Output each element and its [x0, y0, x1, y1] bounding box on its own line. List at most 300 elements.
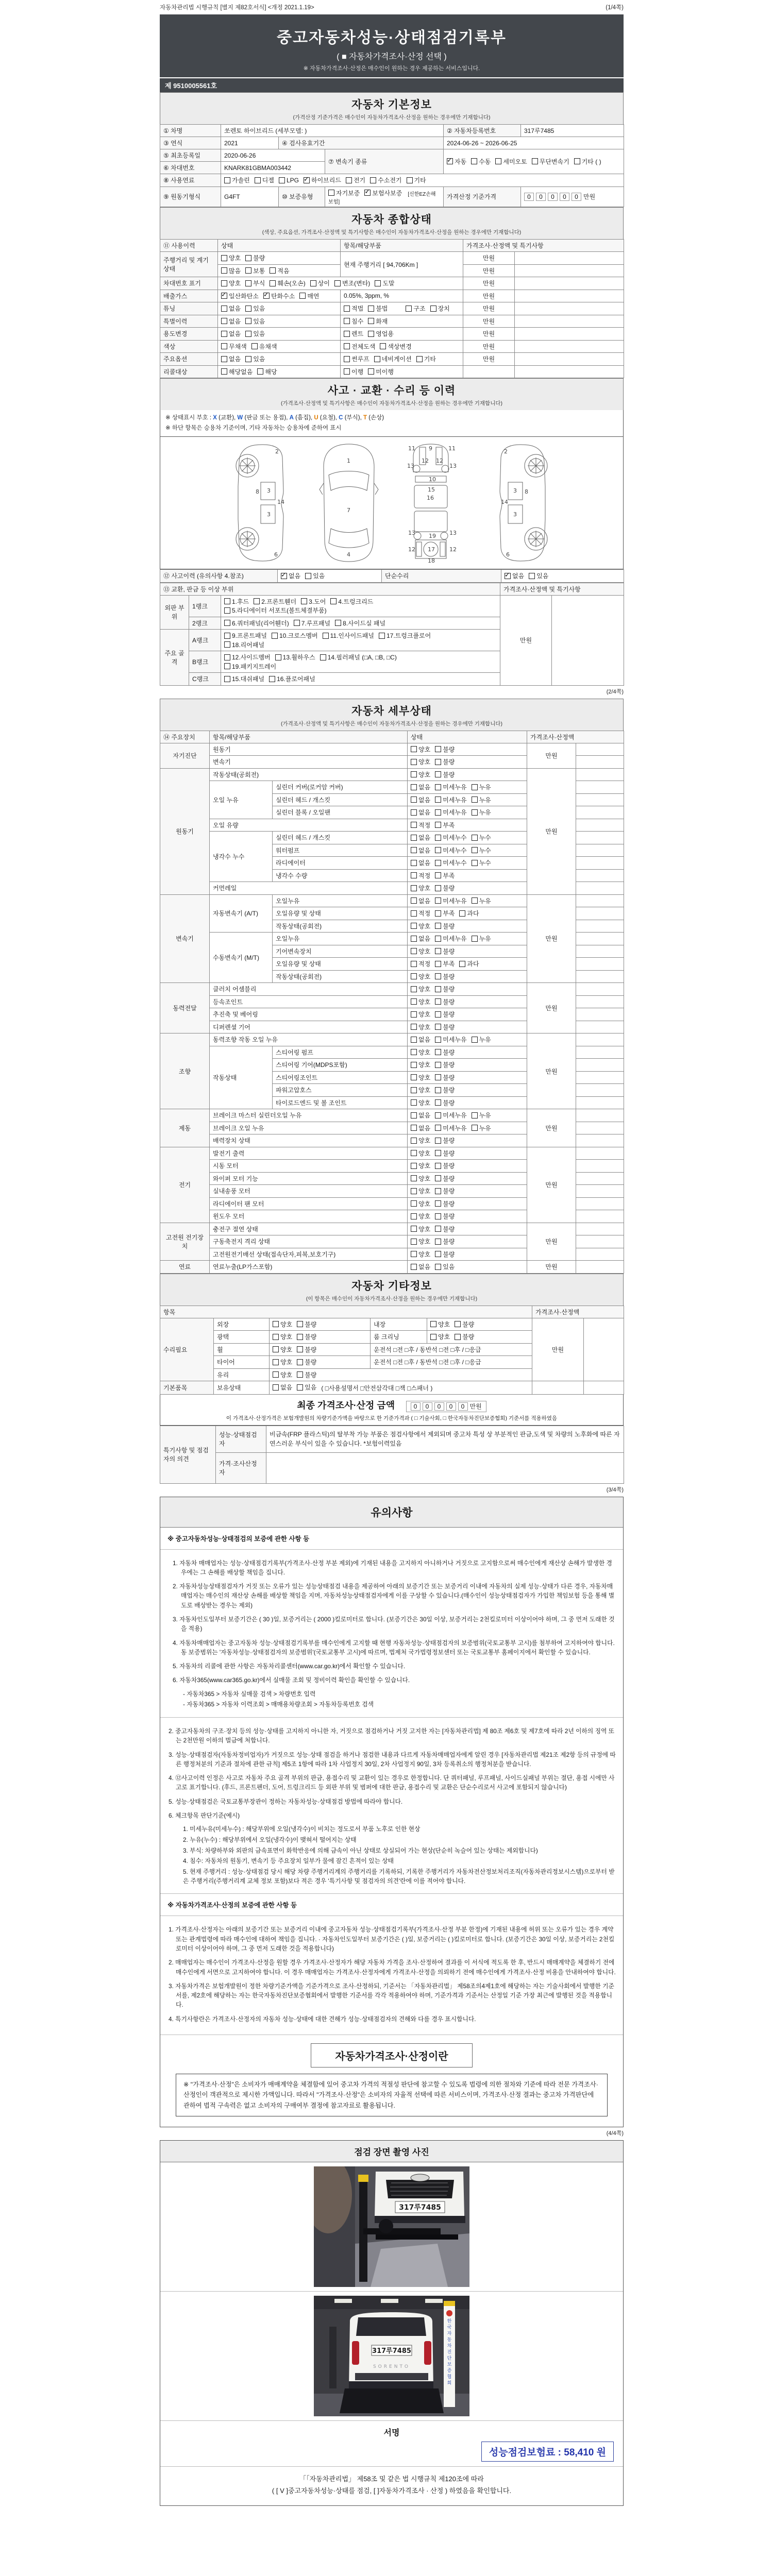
- checkbox-부족[interactable]: [435, 959, 455, 968]
- checkbox-불량[interactable]: [297, 1370, 316, 1379]
- rank-label: C랭크: [189, 673, 221, 686]
- checkbox-디젤[interactable]: [255, 176, 274, 184]
- checkbox-15.대쉬패널[interactable]: 15.대쉬패널: [224, 674, 264, 683]
- checkbox-양호[interactable]: [273, 1345, 292, 1354]
- checkbox-적정[interactable]: [411, 871, 430, 880]
- checkbox-변조(변타)[interactable]: [334, 279, 370, 287]
- checkbox-수동[interactable]: [471, 157, 491, 166]
- checkbox-없음[interactable]: [411, 1124, 430, 1132]
- checkbox-양호[interactable]: [273, 1332, 292, 1341]
- checkbox-세미오토[interactable]: [495, 157, 527, 166]
- item-label: 라디에이터 팬 모터: [210, 1197, 408, 1210]
- checkbox-없음[interactable]: [411, 846, 430, 855]
- checkbox-과다[interactable]: [459, 959, 479, 968]
- checkbox-box-icon: [297, 1359, 303, 1365]
- checkbox-불량[interactable]: [435, 1199, 455, 1208]
- checkbox-18.리어패널[interactable]: 18.리어패널: [224, 640, 264, 649]
- notice-body-a2: [160, 1718, 623, 1894]
- checkbox-누수[interactable]: [472, 858, 491, 867]
- checkbox-양호[interactable]: [411, 1086, 430, 1094]
- checkbox-양호[interactable]: [411, 972, 430, 981]
- checkbox-없음[interactable]: [505, 571, 524, 580]
- table-row: [160, 174, 624, 187]
- checkbox-부식[interactable]: [245, 279, 265, 287]
- checkbox-침수[interactable]: [344, 317, 363, 326]
- checkbox-누수[interactable]: [472, 833, 491, 842]
- checkbox-장치[interactable]: [430, 304, 450, 313]
- checkbox-영업용[interactable]: [368, 329, 394, 338]
- overall-col-price: 가격조사·산정액 및 특기사항: [463, 240, 624, 252]
- price-extra-cell: [576, 1147, 624, 1160]
- checkbox-누유[interactable]: [472, 934, 491, 943]
- checkbox-양호[interactable]: [411, 997, 430, 1006]
- checkbox-적정[interactable]: [411, 959, 430, 968]
- item-label: 실내송풍 모터: [210, 1185, 408, 1198]
- checkbox-box-icon: [411, 948, 417, 954]
- checkbox-5.라디에이터 서포트(볼트체결부품)[interactable]: 5.라디에이터 서포트(볼트체결부품): [224, 606, 327, 615]
- checkbox-13.휠하우스[interactable]: 13.휠하우스: [275, 653, 315, 662]
- checkbox-box-icon: [297, 1321, 303, 1327]
- checkbox-불량[interactable]: [435, 1161, 455, 1170]
- checkbox-양호[interactable]: [273, 1358, 292, 1366]
- checkbox-LPG[interactable]: [279, 177, 299, 184]
- photo-rear-view[interactable]: [314, 2296, 469, 2416]
- checkbox-불량[interactable]: [435, 1212, 455, 1221]
- checkbox-box-icon: [435, 1125, 441, 1131]
- checkbox-label: 불량: [443, 998, 455, 1006]
- checkbox-label: 양호: [418, 922, 431, 930]
- state-options: [408, 806, 527, 819]
- checkbox-2.프론트휀더[interactable]: 2.프론트휀더: [254, 597, 296, 606]
- sub-group-label: 오일 누유: [210, 781, 273, 819]
- checkbox-미이행[interactable]: [368, 367, 394, 376]
- checkbox-누유[interactable]: [472, 896, 491, 905]
- checkbox-일산화탄소[interactable]: [221, 292, 259, 300]
- checkbox-양호[interactable]: [411, 1161, 430, 1170]
- car-diagram-top-view-icon[interactable]: [318, 442, 379, 564]
- item-label: 커먼레일: [210, 882, 408, 895]
- checkbox-불량[interactable]: [435, 1136, 455, 1145]
- checkbox-불량[interactable]: [435, 770, 455, 779]
- checkbox-없음[interactable]: [411, 795, 430, 804]
- checkbox-양호[interactable]: [411, 745, 430, 754]
- checkbox-없음[interactable]: [221, 354, 241, 363]
- checkbox-없음[interactable]: [273, 1383, 292, 1392]
- checkbox-누유[interactable]: [472, 795, 491, 804]
- checkbox-무단변속기[interactable]: [532, 157, 569, 166]
- checkbox-box-icon: [411, 1213, 417, 1219]
- notice-item: 5. 자동차의 리콜에 관한 사항은 자동차리콜센터(www.car.go.kr)에서 확인할 수 있습니다.: [173, 1663, 406, 1670]
- checkbox-label: 양호: [280, 1333, 293, 1341]
- checkbox-없음[interactable]: [411, 783, 430, 791]
- svg-text:317루7485: 317루7485: [372, 2347, 411, 2355]
- checkbox-box-icon: [270, 280, 276, 286]
- checkbox-부족[interactable]: [435, 871, 455, 880]
- rank-label: B랭크: [189, 651, 221, 673]
- checkbox-불량[interactable]: [435, 1237, 455, 1246]
- checkbox-box-icon: [411, 1150, 417, 1156]
- svg-text:14: 14: [277, 499, 284, 506]
- checkbox-7.루프패널[interactable]: 7.루프패널: [294, 619, 330, 628]
- checkbox-미세누수[interactable]: [435, 833, 466, 842]
- checkbox-box-icon: [411, 1138, 417, 1144]
- checkbox-label: 매연: [307, 292, 320, 300]
- checkbox-label: 미세누유: [443, 1112, 467, 1120]
- checkbox-box-icon: [435, 1011, 441, 1018]
- checkbox-없음[interactable]: [411, 934, 430, 943]
- checkbox-box-icon: [411, 771, 417, 777]
- checkbox-양호[interactable]: [411, 1237, 430, 1246]
- checkbox-label: 없음: [418, 1124, 431, 1132]
- svg-text:14: 14: [501, 499, 508, 506]
- checkbox-양호[interactable]: [411, 1073, 430, 1082]
- checkbox-8.사이드실 패널[interactable]: 8.사이드실 패널: [335, 619, 385, 628]
- checkbox-불량[interactable]: [297, 1345, 316, 1354]
- checkbox-도말[interactable]: [375, 279, 394, 287]
- checkbox-누유[interactable]: [472, 1124, 491, 1132]
- checkbox-불량[interactable]: [435, 1073, 455, 1082]
- checkbox-3.도어[interactable]: 3.도어: [301, 597, 326, 606]
- checkbox-불량[interactable]: [435, 922, 455, 930]
- checkbox-11.인사이드패널[interactable]: 11.인사이드패널: [323, 631, 374, 640]
- checkbox-적법[interactable]: [344, 304, 363, 313]
- checkbox-있음[interactable]: [245, 329, 265, 338]
- remarks-label: 특기사항 및 점검자의 의견: [160, 1426, 216, 1483]
- item-label: 고전원전기배선 상태(접속단자,피복,보호기구): [210, 1248, 408, 1261]
- checkbox-불량[interactable]: [455, 1332, 474, 1341]
- checkbox-box-icon: [411, 835, 417, 841]
- checkbox-불량[interactable]: [435, 1149, 455, 1158]
- base-price-label: 가격산정 기준가격: [444, 187, 521, 207]
- notice-subitem: - 자동차365 > 자동차 실매물 검색 > 차량번호 입력: [183, 1690, 316, 1698]
- checkbox-네비게이션[interactable]: [374, 354, 412, 363]
- checkbox-box-icon: [411, 1163, 417, 1169]
- checkbox-양호[interactable]: [411, 884, 430, 892]
- checkbox-있음[interactable]: [297, 1383, 316, 1392]
- checkbox-있음[interactable]: [245, 354, 265, 363]
- checkbox-색상변경[interactable]: [380, 342, 411, 351]
- checkbox-불량[interactable]: [435, 1023, 455, 1031]
- signature-label: 서명: [383, 2428, 400, 2437]
- checkbox-불량[interactable]: [435, 997, 455, 1006]
- checkbox-label: 없음: [418, 1112, 431, 1120]
- inspection-photos-section: [160, 2140, 624, 2506]
- car-diagram-right-side-icon[interactable]: [482, 442, 560, 564]
- checkbox-화재[interactable]: [368, 317, 388, 326]
- checkbox-불량[interactable]: [435, 1048, 455, 1057]
- checkbox-미세누유[interactable]: [435, 1111, 466, 1120]
- checkbox-상이[interactable]: [310, 279, 330, 287]
- checkbox-label: 보통: [253, 267, 265, 275]
- checkbox-양호[interactable]: [411, 1048, 430, 1057]
- checkbox-불량[interactable]: [435, 1174, 455, 1183]
- checkbox-불량[interactable]: [435, 1250, 455, 1259]
- checkbox-불량[interactable]: [297, 1358, 316, 1366]
- checkbox-미세누유[interactable]: [435, 1124, 466, 1132]
- item-label: 작동상태(공회전): [210, 768, 408, 781]
- price-cell: 만원: [463, 328, 515, 341]
- checkbox-없음[interactable]: [281, 571, 300, 580]
- checkbox-양호[interactable]: [411, 770, 430, 779]
- checkbox-유채색[interactable]: [251, 342, 277, 351]
- checkbox-불량[interactable]: [435, 745, 455, 754]
- checkbox-누유[interactable]: [472, 1111, 491, 1120]
- checkbox-없음[interactable]: [411, 896, 430, 905]
- checkbox-16.플로어패널[interactable]: 16.플로어패널: [269, 674, 315, 683]
- checkbox-양호[interactable]: [411, 922, 430, 930]
- checkbox-과다[interactable]: [459, 909, 479, 918]
- checkbox-양호[interactable]: [430, 1332, 450, 1341]
- checkbox-불량[interactable]: [297, 1320, 316, 1329]
- transmission-label: ⑦ 변속기 종류: [325, 149, 444, 174]
- checkbox-불량[interactable]: [435, 1098, 455, 1107]
- checkbox-있음[interactable]: [305, 571, 325, 580]
- checkbox-양호[interactable]: [411, 1199, 430, 1208]
- checkbox-box-icon: [273, 1334, 279, 1340]
- inspect-label: ④ 검사유효기간: [279, 137, 444, 149]
- checkbox-17.트렁크플로어[interactable]: 17.트렁크플로어: [379, 631, 431, 640]
- checkbox-양호[interactable]: [411, 1212, 430, 1221]
- checkbox-미세누유[interactable]: [435, 795, 466, 804]
- table-row: [160, 1426, 624, 1452]
- svg-text:4: 4: [347, 551, 350, 558]
- checkbox-양호[interactable]: [273, 1370, 292, 1379]
- checkbox-label: 하이브리드: [311, 177, 341, 184]
- svg-text:17: 17: [428, 546, 435, 553]
- checkbox-불량[interactable]: [435, 947, 455, 956]
- checkbox-12.사이드멤버[interactable]: 12.사이드멤버: [224, 653, 271, 662]
- checkbox-기타[interactable]: [416, 354, 436, 363]
- checkbox-label: 양호: [418, 1023, 431, 1031]
- checkbox-전체도색[interactable]: [344, 342, 375, 351]
- checkbox-있음[interactable]: [245, 304, 265, 313]
- appraiser-label: 가격·조사산정자: [216, 1452, 266, 1483]
- checkbox-불량[interactable]: [435, 1010, 455, 1019]
- checkbox-9.프론트패널[interactable]: 9.프론트패널: [224, 631, 267, 640]
- checkbox-불량[interactable]: [435, 1187, 455, 1195]
- confirmation-footer: [160, 2467, 623, 2505]
- checkbox-없음[interactable]: [221, 329, 241, 338]
- checkbox-이행[interactable]: [344, 367, 363, 376]
- checkbox-자동[interactable]: [447, 157, 466, 166]
- checkbox-6.쿼터패널(리어휀더)[interactable]: 6.쿼터패널(리어휀더): [224, 619, 289, 628]
- checkbox-양호[interactable]: [221, 253, 241, 262]
- checkbox-무채색[interactable]: [221, 342, 247, 351]
- checkbox-없음[interactable]: [221, 304, 241, 313]
- checkbox-label: 불량: [443, 947, 455, 955]
- insurance-fee[interactable]: 성능점검보험료 : 58,410 원: [481, 2442, 614, 2462]
- checkbox-label: 있음: [253, 317, 265, 325]
- notice-header-b: ※ 자동차가격조사·산정의 보증에 관한 사항 등: [160, 1894, 623, 1916]
- checkbox-불량[interactable]: [297, 1332, 316, 1341]
- checkbox-부족[interactable]: [435, 909, 455, 918]
- checkbox-불량[interactable]: [455, 1320, 474, 1329]
- checkbox-box-icon: [368, 331, 374, 337]
- checkbox-가솔린[interactable]: [224, 176, 250, 184]
- svg-text:15: 15: [428, 486, 435, 494]
- checkbox-불량[interactable]: [435, 1086, 455, 1094]
- checkbox-양호[interactable]: [273, 1320, 292, 1329]
- state-options: [408, 1134, 527, 1147]
- checkbox-구조[interactable]: [406, 304, 425, 313]
- checkbox-없음[interactable]: [221, 317, 241, 326]
- checkbox-label: 미세누유: [443, 809, 467, 817]
- checkbox-해당없음[interactable]: [221, 367, 253, 376]
- checkbox-없음[interactable]: [411, 1111, 430, 1120]
- checkbox-수소전기[interactable]: [370, 176, 401, 184]
- checkbox-매연[interactable]: [299, 292, 319, 300]
- checkbox-label: 없음: [229, 305, 241, 312]
- car-diagram-left-side-icon[interactable]: [224, 442, 301, 564]
- checkbox-자기보증[interactable]: [328, 189, 360, 197]
- checkbox-없음[interactable]: [411, 1035, 430, 1044]
- checkbox-불법[interactable]: [368, 304, 388, 313]
- table-row: [160, 1318, 624, 1331]
- checkbox-탄화수소[interactable]: [263, 292, 295, 300]
- price-extra-cell: [576, 832, 624, 844]
- exchange-price-label: 가격조사·산정액 및 특기사항: [500, 583, 624, 595]
- usage-label: 주행거리 및 계기상태: [160, 252, 218, 277]
- checkbox-box-icon: [411, 822, 417, 828]
- checkbox-label: 누수: [479, 834, 491, 842]
- checkbox-box-icon: [344, 368, 350, 375]
- checkbox-box-icon: [224, 607, 230, 614]
- checkbox-불량[interactable]: [245, 253, 265, 262]
- checkbox-누유[interactable]: [472, 783, 491, 791]
- price-digit: 0: [572, 193, 581, 201]
- checkbox-적정[interactable]: [411, 909, 430, 918]
- checkbox-없음[interactable]: [411, 858, 430, 867]
- checkbox-미세누유[interactable]: [435, 934, 466, 943]
- checkbox-불량[interactable]: [435, 972, 455, 981]
- checkbox-많음[interactable]: [221, 266, 241, 275]
- checkbox-box-icon: [472, 1112, 478, 1118]
- checkbox-box-icon: [368, 306, 374, 312]
- checkbox-부족[interactable]: [435, 821, 455, 829]
- checkbox-box-icon: [245, 318, 251, 324]
- checkbox-14.필러패널 (□A, □B, □C)[interactable]: 14.필러패널 (□A, □B, □C): [320, 653, 397, 662]
- notice-item: 5. 성능·상태점검은 국토교통부장관이 정하는 자동차성능·상태점검 방법에 따라야 합니다.: [169, 1798, 403, 1805]
- checkbox-적정[interactable]: [411, 821, 430, 829]
- checkbox-기타 ( )[interactable]: [574, 157, 601, 166]
- checkbox-썬루프[interactable]: [344, 354, 369, 363]
- checkbox-양호[interactable]: [221, 279, 241, 287]
- repair-price-extra: [584, 1318, 624, 1381]
- checkbox-label: 해당없음: [229, 368, 253, 376]
- item-label: 추진축 및 베어링: [210, 1008, 408, 1021]
- photos-title: 점검 장면 촬영 사진: [160, 2141, 623, 2162]
- device-group-label: 원동기: [160, 768, 210, 894]
- checkbox-양호[interactable]: [411, 1187, 430, 1195]
- checkbox-label: 불량: [305, 1371, 317, 1379]
- checkbox-보통[interactable]: [245, 266, 265, 275]
- checkbox-불량[interactable]: [435, 1225, 455, 1233]
- checkbox-1.후드[interactable]: 1.후드: [224, 597, 249, 606]
- checkbox-불량[interactable]: [435, 757, 455, 766]
- checkbox-있음[interactable]: [529, 571, 548, 580]
- checkbox-적음[interactable]: [270, 266, 289, 275]
- checkbox-보험사보증[interactable]: [364, 189, 402, 197]
- panel-group-label: 주요 골격: [160, 630, 189, 686]
- checkbox-기타[interactable]: [407, 176, 426, 184]
- car-diagram-bottom-view-icon[interactable]: [397, 442, 465, 564]
- checkbox-해당[interactable]: [257, 367, 277, 376]
- checkbox-양호[interactable]: [411, 757, 430, 766]
- checkbox-불량[interactable]: [435, 985, 455, 993]
- checkbox-양호[interactable]: [411, 1023, 430, 1031]
- item-options: [341, 315, 463, 328]
- checkbox-양호[interactable]: [411, 1149, 430, 1158]
- checkbox-있음[interactable]: [245, 317, 265, 326]
- checkbox-미세누수[interactable]: [435, 846, 466, 855]
- checkbox-label: 없음: [512, 572, 525, 580]
- checkbox-누유[interactable]: [472, 1035, 491, 1044]
- accident-history-label: ⑫ 사고이력 (유의사항 4.참조): [160, 570, 278, 583]
- checkbox-양호[interactable]: [411, 1174, 430, 1183]
- checkbox-양호[interactable]: [411, 947, 430, 956]
- item-label: 구동축전지 격리 상태: [210, 1235, 408, 1248]
- checkbox-양호[interactable]: [430, 1320, 450, 1329]
- checkbox-4.트렁크리드[interactable]: 4.트렁크리드: [330, 597, 373, 606]
- price-extra-cell: [576, 768, 624, 781]
- checkbox-양호[interactable]: [411, 1136, 430, 1145]
- checkbox-불량[interactable]: [435, 884, 455, 892]
- checkbox-label: 불량: [443, 1225, 455, 1233]
- checkbox-전기[interactable]: [346, 176, 365, 184]
- checkbox-미세누수[interactable]: [435, 858, 466, 867]
- checkbox-label: 상이: [317, 280, 330, 287]
- checkbox-누수[interactable]: [472, 846, 491, 855]
- checkbox-없음[interactable]: [411, 1262, 430, 1271]
- checkbox-box-icon: [245, 306, 251, 312]
- checkbox-19.패키지트레이[interactable]: 19.패키지트레이: [224, 662, 276, 671]
- checkbox-양호[interactable]: [411, 1010, 430, 1019]
- checkbox-양호[interactable]: [411, 1060, 430, 1069]
- checkbox-하이브리드[interactable]: [304, 176, 341, 184]
- checkbox-미세누유[interactable]: [435, 808, 466, 817]
- state-options: [408, 1021, 527, 1033]
- state-options: [408, 1185, 527, 1198]
- checkbox-훼손(오손)[interactable]: [270, 279, 305, 287]
- state-options: [218, 340, 341, 353]
- checkbox-없음[interactable]: [411, 808, 430, 817]
- checkbox-label: 기타: [414, 177, 426, 184]
- checkbox-누유[interactable]: [472, 808, 491, 817]
- item-options: [341, 302, 463, 315]
- checkbox-양호[interactable]: [411, 1225, 430, 1233]
- photo-front-view[interactable]: [314, 2166, 469, 2287]
- group-price-cell: 만원: [527, 768, 576, 894]
- checkbox-불량[interactable]: [435, 1060, 455, 1069]
- checkbox-미세누유[interactable]: [435, 896, 466, 905]
- checkbox-box-icon: [411, 847, 417, 853]
- checkbox-렌트[interactable]: [344, 329, 363, 338]
- checkbox-10.크로스멤버[interactable]: 10.크로스멤버: [272, 631, 318, 640]
- price-cell: 만원: [463, 252, 515, 265]
- checkbox-label: 양호: [418, 1213, 431, 1221]
- checkbox-양호[interactable]: [411, 985, 430, 993]
- checkbox-없음[interactable]: [411, 833, 430, 842]
- state-options: [218, 302, 341, 315]
- checkbox-양호[interactable]: [411, 1250, 430, 1259]
- checkbox-box-icon: [435, 1150, 441, 1156]
- checkbox-있음[interactable]: [435, 1262, 455, 1271]
- checkbox-label: 불량: [443, 745, 455, 753]
- checkbox-미세누유[interactable]: [435, 783, 466, 791]
- checkbox-box-icon: [435, 1049, 441, 1055]
- checkbox-양호[interactable]: [411, 1098, 430, 1107]
- checkbox-미세누유[interactable]: [435, 1035, 466, 1044]
